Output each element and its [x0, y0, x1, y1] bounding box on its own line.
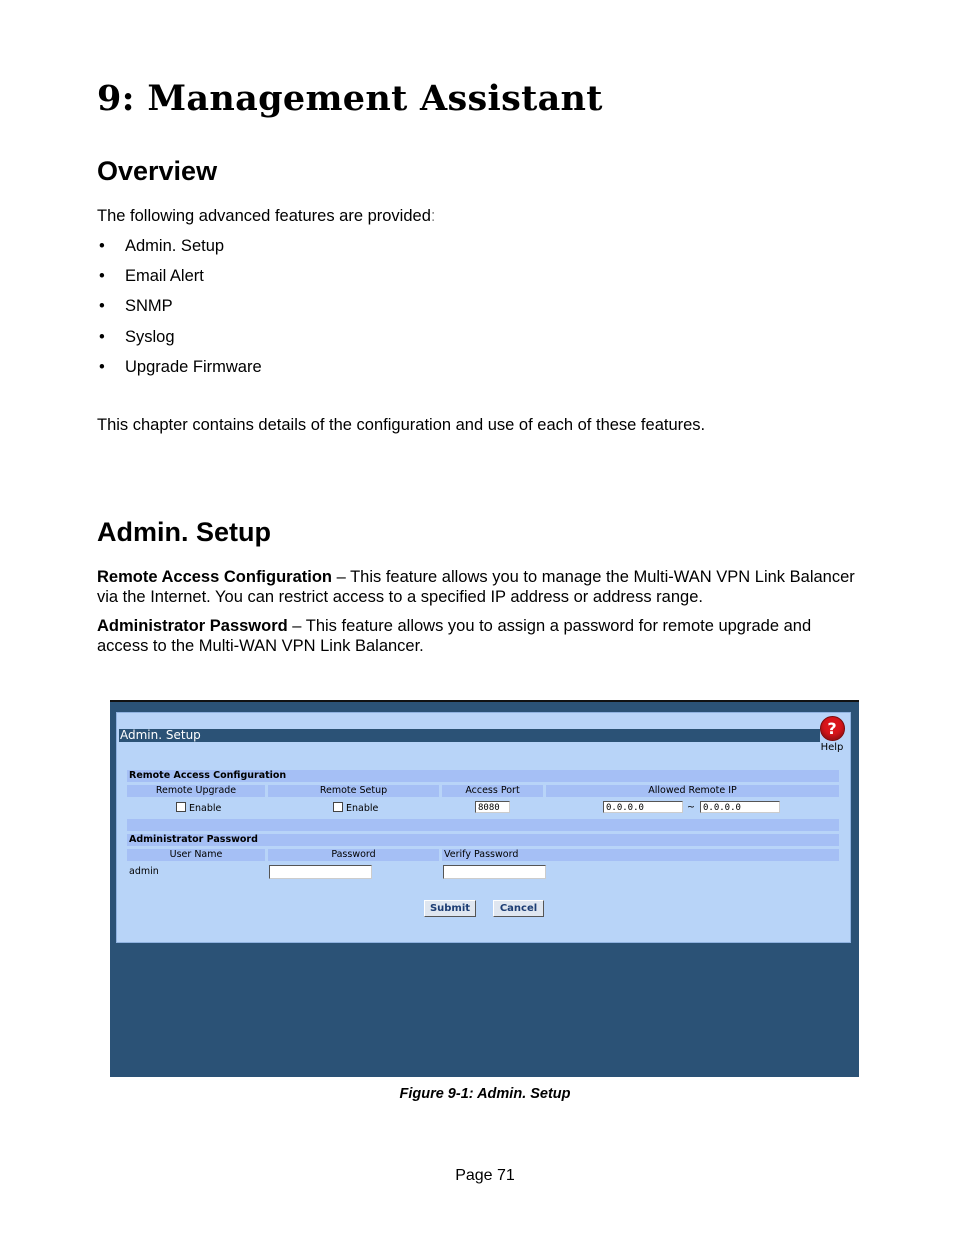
submit-button[interactable]: Submit: [424, 900, 476, 917]
feature-list: [97, 236, 262, 387]
remote-access-section-header: Remote Access Configuration: [127, 770, 839, 782]
remote-access-text: – This feature allows you to manage the Multi-WAN VPN Link Balancer via the Internet. You can restrict access to a specified IP address or address range.: [97, 568, 855, 606]
col-remote-upgrade: Remote Upgrade: [127, 785, 265, 797]
admin-password-term: Administrator Password: [97, 617, 288, 635]
list-item: [97, 357, 262, 387]
feature-label: Upgrade Firmware: [125, 357, 262, 376]
remote-setup-checkbox[interactable]: [333, 802, 378, 815]
feature-label: Syslog: [125, 327, 175, 346]
checkbox-icon[interactable]: [333, 802, 343, 812]
admin-setup-panel: [116, 712, 851, 943]
col-access-port: Access Port: [442, 785, 543, 797]
col-user-name: User Name: [127, 849, 265, 861]
feature-label: Admin. Setup: [125, 237, 225, 255]
help-icon[interactable]: ?: [820, 716, 845, 741]
col-password: Password: [268, 849, 439, 861]
overview-heading: Overview: [97, 156, 218, 186]
figure-caption: Figure 9-1: Admin. Setup: [399, 1086, 571, 1102]
user-name-value: admin: [129, 866, 159, 877]
checkbox-icon[interactable]: [176, 802, 186, 812]
remote-access-paragraph: [97, 567, 857, 607]
remote-access-term: Remote Access Configuration: [97, 568, 333, 586]
section-spacer: [127, 819, 839, 831]
feature-label: Email Alert: [125, 267, 204, 286]
admin-setup-screenshot: [110, 700, 859, 1077]
overview-intro-text: The following advanced features are provided: [97, 207, 431, 225]
remote-upgrade-checkbox[interactable]: [176, 802, 221, 815]
col-allowed-remote-ip: Allowed Remote IP: [546, 785, 839, 797]
admin-password-section-header: Administrator Password: [127, 834, 839, 846]
enable-label: Enable: [189, 803, 222, 814]
admin-password-paragraph: [97, 616, 857, 656]
list-item: [97, 327, 262, 357]
col-verify-password: Verify Password: [442, 849, 839, 861]
verify-password-input[interactable]: [443, 865, 546, 879]
col-remote-setup: Remote Setup: [268, 785, 439, 797]
admin-setup-heading: Admin. Setup: [97, 517, 271, 547]
password-columns-row: [127, 849, 839, 861]
chapter-title: 9: Management Assistant: [97, 78, 603, 119]
help-label: Help: [820, 742, 844, 753]
list-item: [97, 266, 262, 296]
access-port-input[interactable]: 8080: [475, 801, 510, 813]
cancel-button[interactable]: Cancel: [493, 900, 544, 917]
remote-columns-row: [127, 785, 839, 797]
bullet-icon: •: [99, 267, 105, 286]
help-button[interactable]: [817, 716, 847, 753]
overview-intro: [97, 206, 857, 226]
overview-closing: This chapter contains details of the configuration and use of each of these features.: [97, 416, 706, 434]
page-number: Page 71: [455, 1167, 515, 1184]
list-item: [97, 296, 262, 326]
enable-label: Enable: [346, 803, 379, 814]
password-input[interactable]: [269, 865, 372, 879]
feature-label: SNMP: [125, 297, 173, 316]
bullet-icon: •: [99, 357, 105, 376]
ip-range-separator: ~: [687, 802, 695, 813]
bullet-icon: •: [99, 237, 105, 255]
bullet-icon: •: [99, 327, 105, 346]
bullet-icon: •: [99, 297, 105, 316]
list-item: [97, 236, 262, 266]
panel-title: Admin. Setup: [119, 729, 820, 742]
overview-intro-colon: :: [430, 207, 436, 225]
ip-from-input[interactable]: 0.0.0.0: [603, 801, 683, 813]
ip-to-input[interactable]: 0.0.0.0: [700, 801, 780, 813]
admin-password-text: – This feature allows you to assign a password for remote upgrade and access to the Multi-WAN VPN Link Balancer.: [97, 617, 812, 655]
